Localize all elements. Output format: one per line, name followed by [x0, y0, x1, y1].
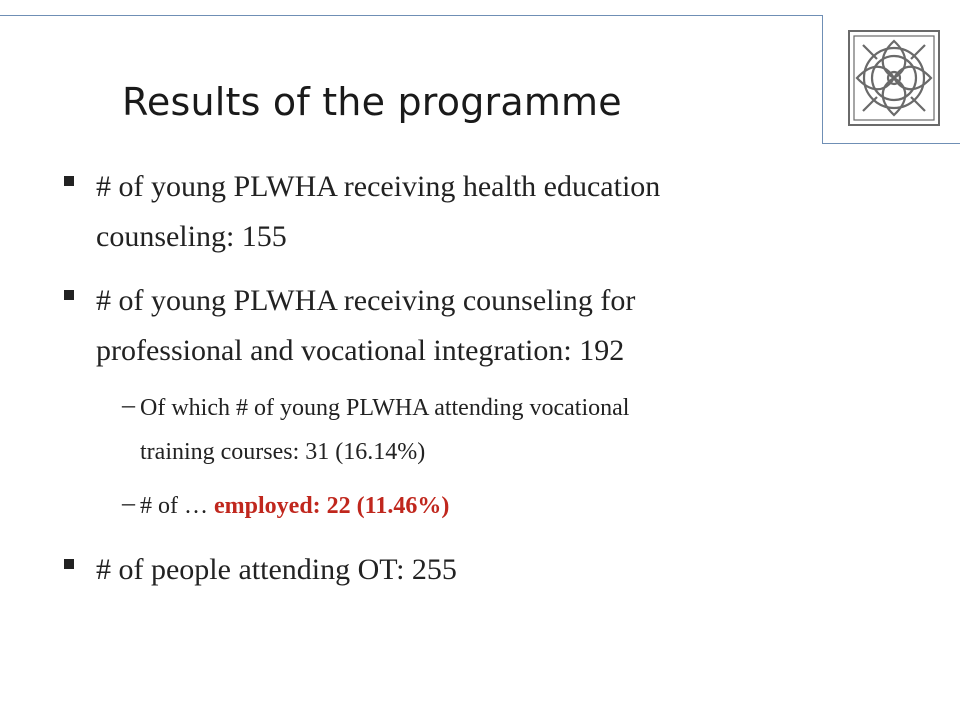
- employed-highlight: employed: 22 (11.46%): [214, 493, 450, 519]
- bullet-text-line: professional and vocational integration: 192: [96, 334, 625, 367]
- sub-bullet-text-line: training courses: 31 (16.14%): [140, 439, 426, 465]
- dash-bullet-icon: –: [122, 488, 135, 517]
- bullet-text-line: # of young PLWHA receiving health education: [96, 170, 661, 203]
- dash-bullet-icon: –: [122, 390, 135, 419]
- square-bullet-icon: [64, 176, 74, 186]
- bullet-text-line: counseling: 155: [96, 220, 287, 253]
- sub-bullet-prefix: # of …: [140, 493, 208, 519]
- bullet-text-line: # of people attending OT: 255: [96, 553, 457, 586]
- square-bullet-icon: [64, 290, 74, 300]
- sub-bullet-text-line: Of which # of young PLWHA attending vocational: [140, 395, 630, 421]
- slide-title: Results of the programme: [122, 80, 622, 124]
- square-bullet-icon: [64, 559, 74, 569]
- sub-bullet-text-line: [140, 484, 449, 528]
- bullet-text-line: # of young PLWHA receiving counseling for: [96, 284, 636, 317]
